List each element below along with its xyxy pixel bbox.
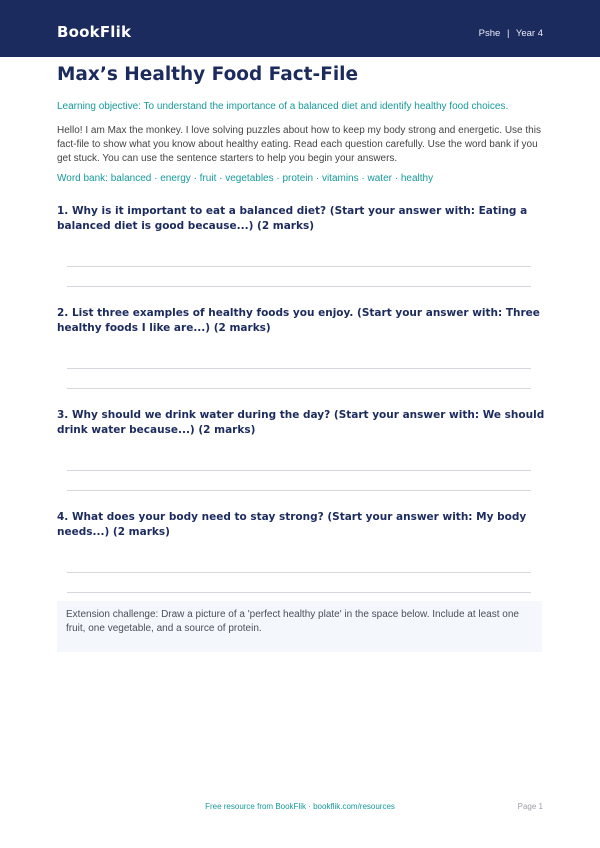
answer-line-q4-1[interactable]: [67, 572, 531, 573]
answer-line-q2-2[interactable]: [67, 388, 531, 389]
answer-line-q4-2[interactable]: [67, 592, 531, 593]
subject-label: Pshe: [478, 28, 501, 39]
page-number: Page 1: [517, 802, 543, 811]
answer-line-q2-1[interactable]: [67, 368, 531, 369]
brand-logo[interactable]: BookFlik: [57, 23, 132, 41]
intro-paragraph: Hello! I am Max the monkey. I love solving puzzles about how to keep my body strong and energetic. Use this fact-file to show what you know about healthy eating. Read each question carefully. Use the word bank if you get stuck. You can use the sentence starters to help you begin your answers.: [57, 125, 541, 164]
answer-line-q3-1[interactable]: [67, 470, 531, 471]
extension-challenge-box: Extension challenge: Draw a picture of a 'perfect healthy plate' in the space below. Include at least one fruit, one vegetable, and a source of protein.: [57, 601, 542, 652]
subject-year-label: [479, 28, 543, 39]
answer-line-q3-2[interactable]: [67, 490, 531, 491]
footer-credit[interactable]: Free resource from BookFlik · bookflik.com/resources: [205, 802, 395, 811]
learning-objective: Learning objective: To understand the importance of a balanced diet and identify healthy food choices.: [57, 101, 509, 112]
question-2: 2. List three examples of healthy foods you enjoy. (Start your answer with: Three healthy foods I like are...) (2 marks): [57, 307, 540, 334]
word-bank: Word bank: balanced · energy · fruit · vegetables · protein · vitamins · water · healthy: [57, 173, 434, 184]
year-label: Year 4: [515, 28, 543, 39]
question-1: 1. Why is it important to eat a balanced diet? (Start your answer with: Eating a balanced diet is good because...) (2 marks): [57, 205, 528, 232]
question-3: 3. Why should we drink water during the day? (Start your answer with: We should drink water because...) (2 marks): [57, 409, 545, 436]
header-bar: [0, 0, 600, 57]
page-title: Max’s Healthy Food Fact-File: [57, 64, 359, 85]
answer-line-q1-1[interactable]: [67, 266, 531, 267]
question-4: 4. What does your body need to stay strong? (Start your answer with: My body needs...) (2 marks): [57, 511, 527, 538]
answer-line-q1-2[interactable]: [67, 286, 531, 287]
meta-separator: |: [506, 28, 510, 39]
